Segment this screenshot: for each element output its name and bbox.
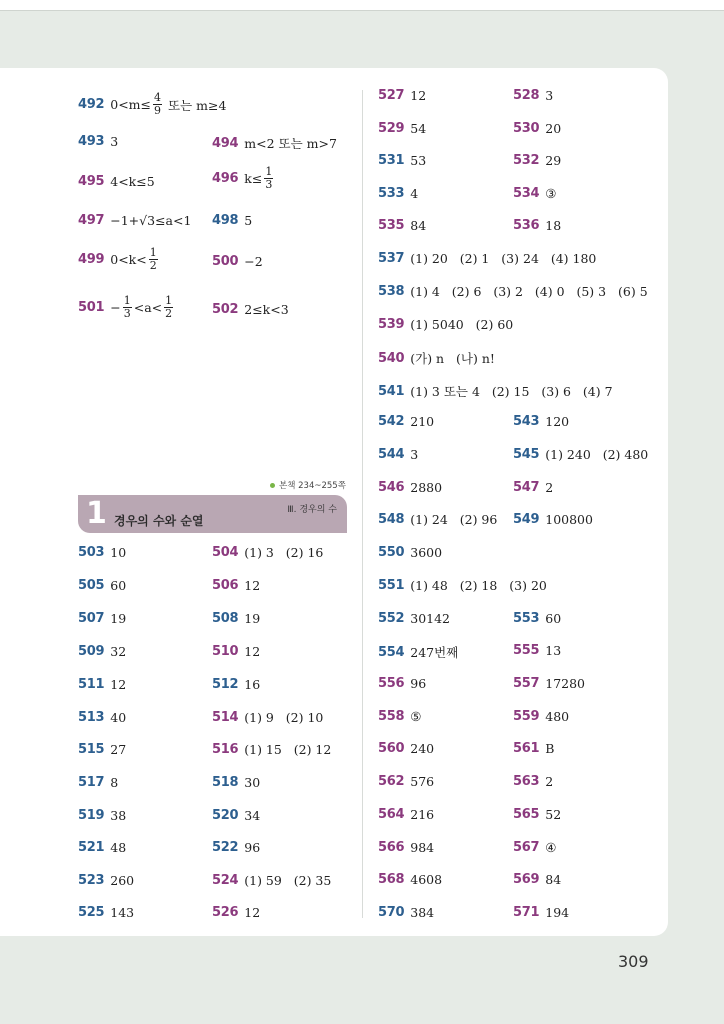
answer-item	[378, 414, 434, 429]
answer-item	[78, 611, 126, 626]
answer-value: 53	[410, 153, 427, 168]
fraction: $\frac{1}{3}$	[265, 165, 273, 191]
answer-value: 12	[244, 905, 261, 920]
problem-number: 516	[212, 742, 239, 757]
answer-item	[378, 709, 421, 724]
answer-value: (1) 240 (2) 480	[545, 447, 649, 462]
problem-number: 520	[212, 808, 239, 823]
problem-number: 514	[212, 710, 239, 725]
answer-item	[212, 905, 260, 920]
problem-number: 553	[513, 611, 540, 626]
answer-item	[212, 873, 331, 888]
answer-value: (1) 9 (2) 10	[244, 710, 324, 725]
answer-item	[378, 643, 458, 661]
problem-number: 523	[78, 873, 105, 888]
answer-item	[378, 872, 442, 887]
problem-number: 513	[78, 710, 105, 725]
answer-value: 19	[110, 611, 127, 626]
problem-number: 567	[513, 840, 540, 855]
answer-item	[78, 644, 126, 659]
answer-item: 494 m<2 또는 m>7	[212, 135, 337, 151]
answer-value: ⑤	[410, 709, 422, 724]
fraction: $\frac{4}{9}$	[154, 91, 162, 117]
problem-number: 526	[212, 905, 239, 920]
problem-number: 539	[378, 317, 405, 332]
answer-value: 216	[410, 807, 435, 822]
answer-item: 492 0<m≤ $\frac{4}{9}$ 또는 m≥4	[78, 91, 227, 117]
answer-item	[78, 905, 134, 920]
problem-number: 538	[378, 284, 405, 299]
problem-number: 566	[378, 840, 405, 855]
answer-item: 496 k≤ $\frac{1}{3}$	[212, 165, 273, 191]
answer-item	[513, 186, 556, 201]
answer-value: 12	[110, 677, 127, 692]
answer-value: 54	[410, 121, 427, 136]
problem-number: 570	[378, 905, 405, 920]
problem-number: 544	[378, 447, 405, 462]
answer-item	[212, 840, 260, 855]
problem-number: 503	[78, 545, 105, 560]
answer-item	[513, 512, 593, 527]
answer-value: (1) 5040 (2) 60	[410, 317, 514, 332]
answer-value: 29	[545, 153, 562, 168]
column-divider	[362, 90, 363, 918]
answer-value: (1) 15 (2) 12	[244, 742, 332, 757]
problem-number: 548	[378, 512, 405, 527]
page-reference: 본책 234~255쪽	[270, 479, 346, 491]
answer-item	[212, 644, 260, 659]
answer-item: 499 0<k< $\frac{1}{2}$	[78, 246, 157, 272]
answer-value: 84	[545, 872, 562, 887]
problem-number: 551	[378, 578, 405, 593]
answer-value: 4608	[410, 872, 443, 887]
answer-value: 100800	[545, 512, 593, 527]
problem-number: 550	[378, 545, 405, 560]
problem-number: 509	[78, 644, 105, 659]
problem-number: 568	[378, 872, 405, 887]
problem-number: 530	[513, 121, 540, 136]
answer-value: 2	[545, 480, 554, 495]
answer-item	[378, 480, 442, 495]
answer-value: 240	[410, 741, 435, 756]
answer-item	[513, 88, 553, 103]
answer-value: 480	[545, 709, 570, 724]
answer-item	[212, 611, 260, 626]
answer-item	[78, 873, 134, 888]
problem-number: 525	[78, 905, 105, 920]
answer-item: 500 −2	[212, 254, 263, 269]
answer-value: 84	[410, 218, 427, 233]
answer-item	[78, 710, 126, 725]
problem-number: 517	[78, 775, 105, 790]
answer-value: 12	[244, 578, 261, 593]
answer-value: ④	[545, 840, 557, 855]
top-strip	[0, 0, 724, 10]
answer-item	[513, 872, 561, 887]
answer-item	[212, 578, 260, 593]
answer-item	[513, 905, 569, 920]
answer-value: (1) 24 (2) 96	[410, 512, 498, 527]
answer-value: 19	[244, 611, 261, 626]
problem-number: 552	[378, 611, 405, 626]
answer-item	[212, 808, 260, 823]
problem-number: 532	[513, 153, 540, 168]
answer-value: 13	[545, 643, 562, 658]
answer-item	[378, 807, 434, 822]
answer-item	[212, 775, 260, 790]
answer-value: 210	[410, 414, 435, 429]
problem-number: 535	[378, 218, 405, 233]
answer-item	[378, 153, 426, 168]
problem-number: 512	[212, 677, 239, 692]
answer-item	[212, 677, 260, 692]
answer-item	[78, 545, 126, 560]
answer-value: 60	[110, 578, 127, 593]
answer-value: (1) 3 (2) 16	[244, 545, 324, 560]
answer-value: 576	[410, 774, 435, 789]
answer-item	[513, 840, 556, 855]
problem-number: 521	[78, 840, 105, 855]
problem-number: 536	[513, 218, 540, 233]
unit-label: Ⅲ. 경우의 수	[287, 505, 337, 515]
answer-value: 12	[244, 644, 261, 659]
problem-number: 562	[378, 774, 405, 789]
answer-item	[378, 840, 434, 855]
answer-value: (가) n (나) n!	[410, 351, 495, 366]
section-number: 1	[86, 496, 107, 531]
answer-item: 501 − $\frac{1}{3}$ <a< $\frac{1}{2}$	[78, 294, 173, 320]
problem-number: 546	[378, 480, 405, 495]
section-title: 경우의 수와 순열	[114, 514, 204, 528]
answer-item	[513, 611, 561, 626]
answer-item	[513, 643, 561, 658]
answer-item: 498 5	[212, 213, 253, 228]
answer-item: 497 −1+√3≤a<1	[78, 213, 192, 228]
problem-number: 529	[378, 121, 405, 136]
fraction: $\frac{1}{3}$	[123, 294, 131, 320]
answer-item: 493 3	[78, 134, 119, 149]
answer-item: 502 2≤k<3	[212, 302, 289, 317]
problem-number: 559	[513, 709, 540, 724]
answer-value: 12	[410, 88, 427, 103]
problem-number: 508	[212, 611, 239, 626]
answer-value: 4	[410, 186, 419, 201]
answer-value: (1) 59 (2) 35	[244, 873, 332, 888]
answer-item	[378, 121, 426, 136]
problem-number: 527	[378, 88, 405, 103]
answer-item	[513, 414, 569, 429]
answer-item	[378, 512, 497, 527]
answer-value: 194	[545, 905, 570, 920]
problem-number: 557	[513, 676, 540, 691]
answer-item	[378, 905, 434, 920]
answer-item	[212, 710, 323, 725]
problem-number: 549	[513, 512, 540, 527]
problem-number: 537	[378, 251, 405, 266]
answer-item	[513, 774, 553, 789]
answer-value: 260	[110, 873, 135, 888]
answer-item	[513, 447, 648, 462]
answer-value: 38	[110, 808, 127, 823]
problem-number: 561	[513, 741, 540, 756]
answer-value: 20	[545, 121, 562, 136]
answer-item	[378, 774, 434, 789]
answer-item	[378, 447, 418, 462]
problem-number: 560	[378, 741, 405, 756]
answer-item	[513, 676, 585, 691]
answer-item	[513, 153, 561, 168]
answer-item	[378, 349, 495, 367]
answer-item: 495 4<k≤5	[78, 174, 155, 189]
answer-item	[378, 186, 418, 201]
answer-value: (1) 4 (2) 6 (3) 2 (4) 0 (5) 3 (6) 5	[410, 284, 648, 299]
answer-item	[78, 775, 118, 790]
answer-value: 3	[545, 88, 554, 103]
answer-item	[378, 676, 426, 691]
answer-item	[212, 742, 331, 757]
answer-value: 3600	[410, 545, 443, 560]
answer-value: 2880	[410, 480, 443, 495]
top-divider-line	[0, 10, 724, 11]
problem-number: 519	[78, 808, 105, 823]
problem-number: 531	[378, 153, 405, 168]
answer-value: 96	[244, 840, 261, 855]
answer-item	[378, 88, 426, 103]
answer-value: 18	[545, 218, 562, 233]
section-banner	[78, 495, 347, 533]
problem-number: 541	[378, 383, 405, 399]
answer-value: 48	[110, 840, 127, 855]
problem-number: 540	[378, 350, 405, 366]
problem-number: 564	[378, 807, 405, 822]
answer-value: 40	[110, 710, 127, 725]
problem-number: 547	[513, 480, 540, 495]
answer-value: 27	[110, 742, 127, 757]
problem-number: 524	[212, 873, 239, 888]
fraction: $\frac{1}{2}$	[165, 294, 173, 320]
problem-number: 504	[212, 545, 239, 560]
problem-number: 534	[513, 186, 540, 201]
answer-value: 2	[545, 774, 554, 789]
answer-item	[378, 317, 513, 332]
bullet-icon	[270, 483, 275, 488]
answer-value: 120	[545, 414, 570, 429]
answer-item	[378, 251, 596, 266]
answer-item	[513, 121, 561, 136]
answer-value: 32	[110, 644, 127, 659]
answer-item	[513, 480, 553, 495]
problem-number: 543	[513, 414, 540, 429]
problem-number: 563	[513, 774, 540, 789]
answer-value: 143	[110, 905, 135, 920]
problem-number: 518	[212, 775, 239, 790]
problem-number: 542	[378, 414, 405, 429]
answer-item	[378, 545, 442, 560]
answer-value: 984	[410, 840, 435, 855]
answer-value: 30142	[410, 611, 451, 626]
answer-value: 60	[545, 611, 562, 626]
problem-number: 554	[378, 644, 405, 660]
page-number: 309	[618, 952, 649, 971]
answer-value: ③	[545, 186, 557, 201]
problem-number: 515	[78, 742, 105, 757]
problem-number: 522	[212, 840, 239, 855]
problem-number: 511	[78, 677, 105, 692]
answer-item	[513, 218, 561, 233]
answer-value: 96	[410, 676, 427, 691]
answer-item	[78, 578, 126, 593]
answer-item	[78, 808, 126, 823]
answer-value: (1) 3 또는 4 (2) 15 (3) 6 (4) 7	[410, 384, 613, 399]
problem-number: 533	[378, 186, 405, 201]
answer-item	[378, 611, 450, 626]
answer-item	[513, 741, 554, 756]
answer-value: 384	[410, 905, 435, 920]
answer-value: 8	[110, 775, 119, 790]
problem-number: 507	[78, 611, 105, 626]
answer-value: (1) 20 (2) 1 (3) 24 (4) 180	[410, 251, 597, 266]
fraction: $\frac{1}{2}$	[149, 246, 157, 272]
problem-number: 510	[212, 644, 239, 659]
problem-number: 571	[513, 905, 540, 920]
answer-item	[378, 578, 547, 593]
problem-number: 556	[378, 676, 405, 691]
answer-item	[378, 382, 613, 400]
answer-item	[378, 218, 426, 233]
answer-value: 30	[244, 775, 261, 790]
answer-value: (1) 48 (2) 18 (3) 20	[410, 578, 547, 593]
problem-number: 506	[212, 578, 239, 593]
problem-number: 555	[513, 643, 540, 658]
problem-number: 558	[378, 709, 405, 724]
answer-item	[378, 284, 648, 299]
problem-number: 545	[513, 447, 540, 462]
answer-value: 34	[244, 808, 261, 823]
answer-item	[212, 545, 323, 560]
answer-value: 247번째	[410, 645, 459, 660]
answer-value: 52	[545, 807, 562, 822]
answer-value: 10	[110, 545, 127, 560]
problem-number: 569	[513, 872, 540, 887]
answer-item	[78, 677, 126, 692]
answer-item	[513, 709, 569, 724]
problem-number: 528	[513, 88, 540, 103]
answer-value: 3	[410, 447, 419, 462]
answer-item	[513, 807, 561, 822]
answer-item	[78, 840, 126, 855]
answer-item	[378, 741, 434, 756]
problem-number: 565	[513, 807, 540, 822]
answer-value: B	[545, 741, 555, 756]
answer-value: 16	[244, 677, 261, 692]
answer-value: 17280	[545, 676, 586, 691]
problem-number: 505	[78, 578, 105, 593]
answer-item	[78, 742, 126, 757]
